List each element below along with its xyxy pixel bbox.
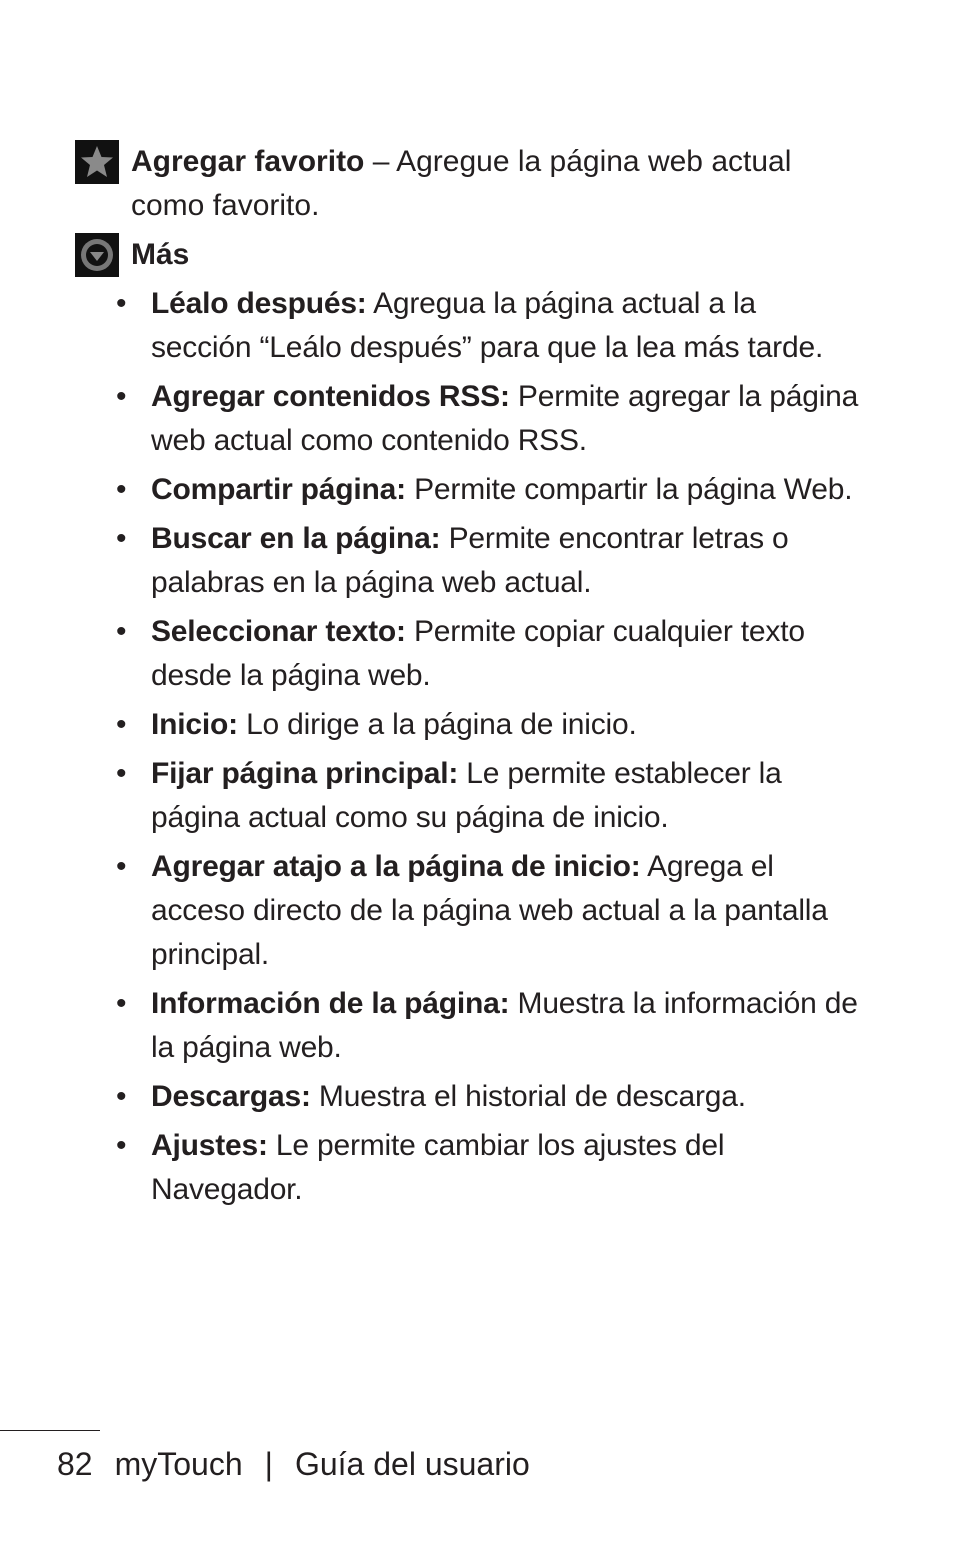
- item-term: Buscar en la página:: [151, 522, 441, 555]
- item-desc: Muestra el historial de descarga.: [310, 1080, 746, 1113]
- item-desc: Le permite establecer la página actual como su página de inicio.: [151, 757, 782, 834]
- item-term: Información de la página:: [151, 987, 510, 1020]
- item-desc: Permite agregar la página web actual como contenido RSS.: [151, 380, 859, 457]
- list-item: • Agregar atajo a la página de inicio: Agrega el acceso directo de la página web actual a la pantalla principal.: [116, 850, 828, 971]
- item-term: Descargas:: [151, 1080, 311, 1113]
- guide-title: Guía del usuario: [294, 1446, 530, 1482]
- entry-mas: [131, 233, 871, 277]
- item-desc: Agregua la página actual a la sección “Leálo después” para que la lea más tarde.: [151, 287, 824, 364]
- item-term: Léalo después:: [151, 287, 367, 320]
- item-desc: Le permite cambiar los ajustes del Navegador.: [151, 1129, 725, 1206]
- item-term: Seleccionar texto:: [151, 615, 406, 648]
- item-desc: Agrega el acceso directo de la página web actual a la pantalla principal.: [151, 850, 828, 971]
- item-term: Agregar contenidos RSS:: [151, 380, 510, 413]
- list-item: • Léalo después: Agregua la página actual a la sección “Leálo después” para que la lea más tarde.: [116, 287, 824, 364]
- page-footer: [57, 1442, 552, 1486]
- list-item: • Fijar página principal: Le permite establecer la página actual como su página de inicio.: [116, 757, 782, 834]
- star-icon: [75, 140, 119, 184]
- item-desc: Permite compartir la página Web.: [405, 473, 853, 506]
- item-term: Ajustes:: [151, 1129, 268, 1162]
- entry-title: Más: [131, 238, 190, 271]
- menu-down-icon: [75, 233, 119, 277]
- entry-agregar-favorito: [131, 140, 871, 228]
- list-item: • Ajustes: Le permite cambiar los ajustes del Navegador.: [116, 1129, 725, 1206]
- entry-text: – Agregue la página web actual como favorito.: [131, 145, 792, 222]
- item-term: Agregar atajo a la página de inicio:: [151, 850, 641, 883]
- item-term: Inicio:: [151, 708, 238, 741]
- list-item: • Compartir página: Permite compartir la página Web.: [116, 473, 853, 506]
- more-options-list: [110, 282, 860, 1217]
- list-item: • Información de la página: Muestra la información de la página web.: [116, 987, 858, 1064]
- list-item: • Seleccionar texto: Permite copiar cualquier texto desde la página web.: [116, 615, 805, 692]
- list-item: • Agregar contenidos RSS: Permite agregar la página web actual como contenido RSS.: [116, 380, 859, 457]
- entry-title: Agregar favorito: [131, 145, 365, 178]
- footer-rule: [0, 1430, 100, 1431]
- item-desc: Permite encontrar letras o palabras en la página web actual.: [151, 522, 789, 599]
- item-term: Fijar página principal:: [151, 757, 459, 790]
- item-term: Compartir página:: [151, 473, 406, 506]
- product-name: myTouch: [114, 1446, 243, 1482]
- item-desc: Permite copiar cualquier texto desde la página web.: [151, 615, 805, 692]
- footer-separator: |: [264, 1446, 273, 1482]
- page-number: 82: [57, 1446, 93, 1482]
- item-desc: Muestra la información de la página web.: [151, 987, 858, 1064]
- list-item: • Inicio: Lo dirige a la página de inicio.: [116, 708, 637, 741]
- list-item: • Buscar en la página: Permite encontrar letras o palabras en la página web actual.: [116, 522, 789, 599]
- list-item: • Descargas: Muestra el historial de descarga.: [116, 1080, 746, 1113]
- item-desc: Lo dirige a la página de inicio.: [237, 708, 637, 741]
